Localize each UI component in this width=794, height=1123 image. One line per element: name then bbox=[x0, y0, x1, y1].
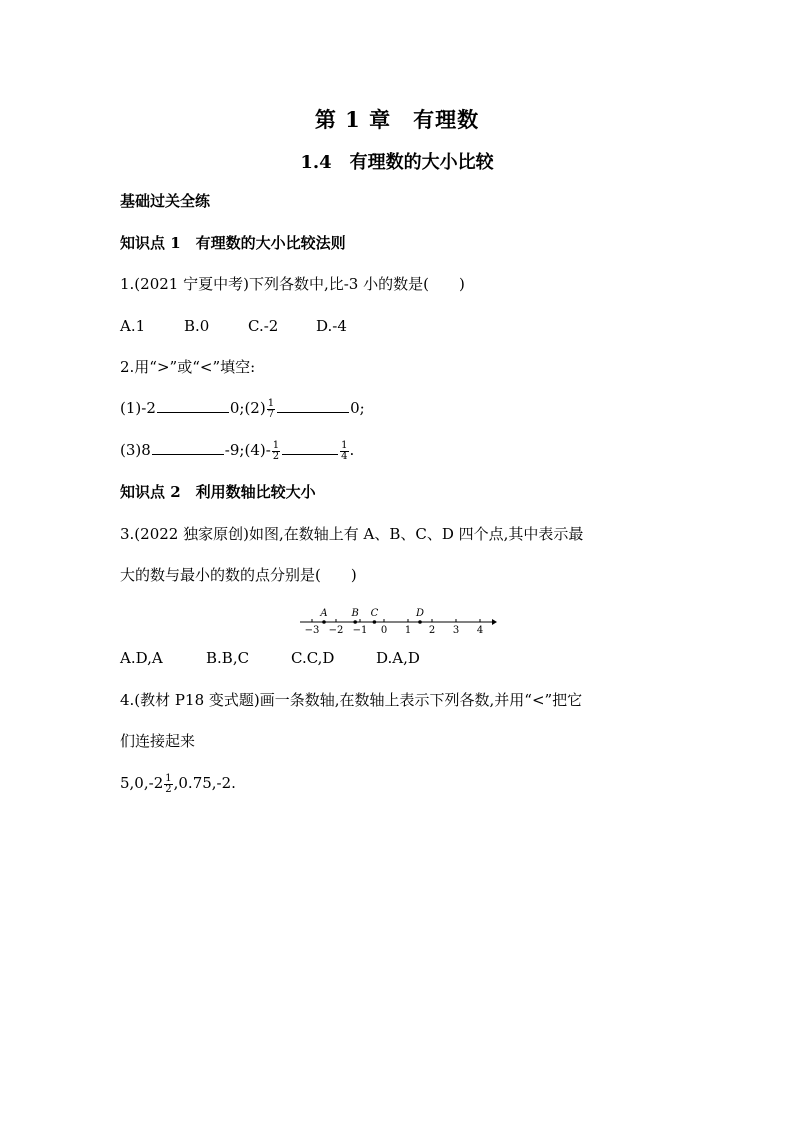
number-line-tick-label: −1 bbox=[352, 625, 368, 636]
question-3-stem-line-1: 3.(2022 独家原创)如图,在数轴上有 A、B、C、D 四个点,其中表示最 bbox=[120, 525, 584, 543]
q2-part-1-suffix: 0;(2) bbox=[229, 399, 266, 417]
number-line-point-d bbox=[418, 620, 422, 624]
number-line-tick-label: 0 bbox=[380, 625, 388, 636]
q2-blank-2[interactable] bbox=[277, 398, 349, 413]
number-line-tick-label: 4 bbox=[476, 625, 484, 636]
number-line-tick-label: 1 bbox=[404, 625, 412, 636]
q2-fraction-one-half: $\frac{1}{2}$ bbox=[272, 439, 280, 462]
q4-fraction-one-half: $\frac{1}{2}$ bbox=[165, 772, 172, 795]
number-line-point-label-d: D bbox=[415, 608, 425, 619]
number-line-point-b bbox=[353, 620, 357, 624]
q2-blank-3[interactable] bbox=[152, 440, 224, 455]
question-1-options bbox=[120, 316, 347, 336]
q2-part-1-prefix: (1)-2 bbox=[120, 399, 156, 417]
q1-option-c: C.-2 bbox=[248, 317, 279, 335]
chapter-title: 第 1 章 有理数 bbox=[314, 107, 480, 132]
number-line-point-label-b: B bbox=[351, 608, 359, 619]
q4-numbers-suffix: ,0.75,-2. bbox=[173, 774, 236, 792]
q3-option-a: A.D,A bbox=[120, 649, 163, 667]
q2-blank-4[interactable] bbox=[282, 440, 338, 455]
question-2-stem: 2.用“>”或“<”填空: bbox=[120, 358, 256, 376]
q2-part-3-suffix: -9;(4)- bbox=[224, 441, 271, 459]
q2-part-2-suffix: 0; bbox=[350, 399, 365, 417]
question-2-line-2 bbox=[120, 440, 354, 462]
q1-option-a: A.1 bbox=[120, 317, 146, 335]
number-line-figure bbox=[298, 596, 498, 636]
number-line-arrow bbox=[492, 619, 497, 625]
q2-part-3-prefix: (3)8 bbox=[120, 441, 151, 459]
q2-fraction-one-seventh: $\frac{1}{7}$ bbox=[267, 397, 275, 420]
practice-heading: 基础过关全练 bbox=[120, 192, 211, 210]
question-4-stem-line-1: 4.(教材 P18 变式题)画一条数轴,在数轴上表示下列各数,并用“<”把它 bbox=[120, 691, 583, 709]
question-3-stem-line-2: 大的数与最小的数的点分别是( ) bbox=[120, 566, 357, 584]
q2-blank-1[interactable] bbox=[157, 398, 229, 413]
number-line-tick-label: 3 bbox=[452, 625, 460, 636]
q1-option-d: D.-4 bbox=[316, 317, 347, 335]
number-line-point-label-c: C bbox=[370, 608, 379, 619]
q3-option-d: D.A,D bbox=[376, 649, 420, 667]
q2-fraction-one-quarter: $\frac{1}{4}$ bbox=[341, 439, 348, 462]
q4-numbers-prefix: 5,0,-2 bbox=[120, 774, 164, 792]
knowledge-point-2-title: 知识点 2 利用数轴比较大小 bbox=[120, 483, 316, 501]
question-1-stem: 1.(2021 宁夏中考)下列各数中,比-3 小的数是( ) bbox=[120, 275, 465, 293]
q3-option-b: B.B,C bbox=[206, 649, 250, 667]
number-line-tick-label: 2 bbox=[428, 625, 436, 636]
number-line-tick-label: −3 bbox=[304, 625, 320, 636]
number-line-svg bbox=[298, 596, 498, 636]
number-line-point-c bbox=[373, 620, 377, 624]
number-line-point-label-a: A bbox=[320, 608, 328, 619]
number-line-point-a bbox=[322, 620, 326, 624]
question-4-stem-line-2: 们连接起来 bbox=[120, 732, 196, 750]
question-4-numbers bbox=[120, 773, 236, 795]
question-3-options bbox=[120, 648, 420, 668]
number-line-tick-label: −2 bbox=[328, 625, 344, 636]
question-2-line-1 bbox=[120, 398, 365, 420]
section-title: 1.4 有理数的大小比较 bbox=[300, 152, 494, 173]
q2-end-period: . bbox=[349, 441, 355, 459]
q1-option-b: B.0 bbox=[184, 317, 210, 335]
q3-option-c: C.C,D bbox=[291, 649, 335, 667]
knowledge-point-1-title: 知识点 1 有理数的大小比较法则 bbox=[120, 234, 346, 252]
